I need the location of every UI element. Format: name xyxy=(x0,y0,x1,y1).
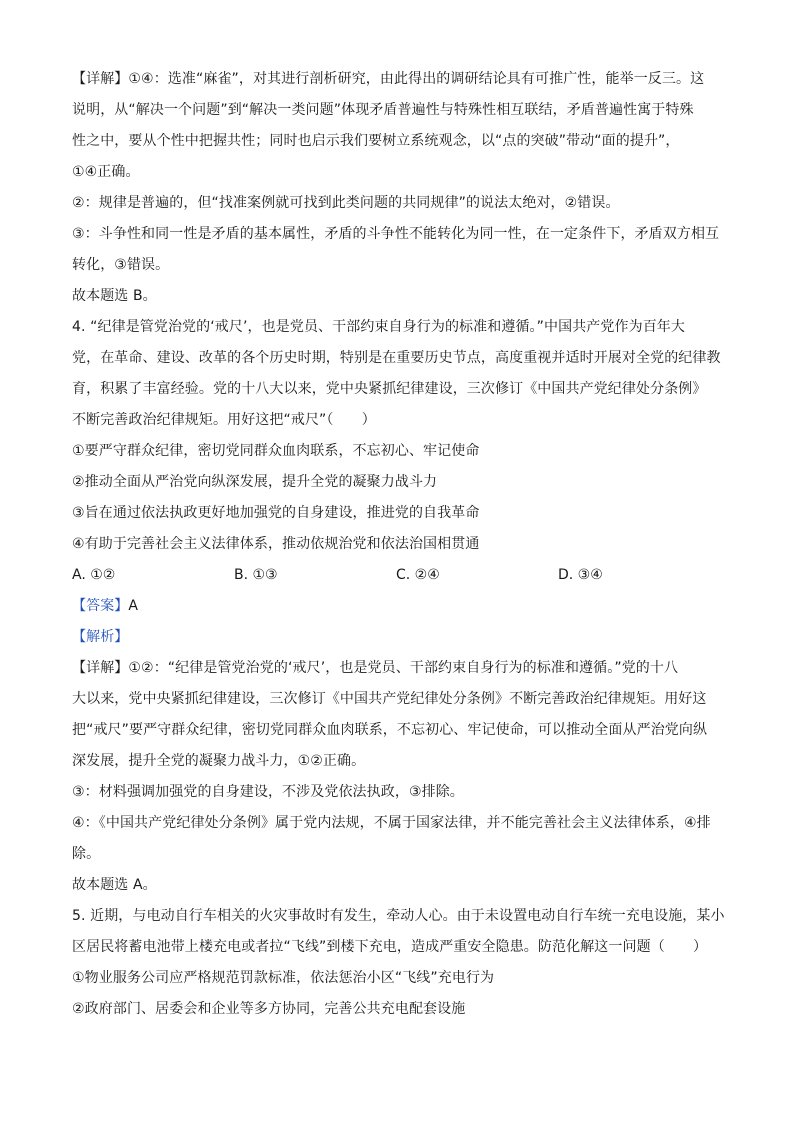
q4-detail-line-2: 大以来，党中央紧抓纪律建设，三次修订《中国共产党纪律处分条例》不断完善政治纪律规矩。用好这 xyxy=(72,691,707,707)
q4-options xyxy=(72,560,724,591)
answer-value: A xyxy=(128,598,139,614)
q3-detail-line-1: 【详解】①④：选准“麻雀”，对其进行剖析研究，由此得出的调研结论具有可推广性，能举一反三。这 xyxy=(72,71,705,87)
q4-detail-line-3: 把“戒尺”要严守群众纪律，密切党同群众血肉联系，不忘初心、牢记使命，可以推动全面从严治党向纵 xyxy=(72,722,708,738)
q4-option-a: A. ①② xyxy=(72,567,116,583)
q4-detail-line-5: ③：材料强调加强党的自身建设，不涉及党依法执政，③排除。 xyxy=(72,784,464,800)
q3-detail-line-2: 说明，从“解决一个问题”到“解决一类问题”体现矛盾普遍性与特殊性相互联结，矛盾普遍性寓于特殊 xyxy=(72,102,694,118)
q4-detail-line-7: 除。 xyxy=(72,846,101,862)
q4-conclusion: 故本题选 A。 xyxy=(72,877,157,893)
q3-conclusion: 故本题选 B。 xyxy=(72,288,157,304)
q4-option-d: D. ③④ xyxy=(558,567,603,583)
q5-stem-line-1: 5. 近期，与电动自行车相关的火灾事故时有发生，牵动人心。由于未设置电动自行车统一充电设施，某小 xyxy=(72,908,725,924)
q4-stem-line-3: 育，积累了丰富经验。党的十八大以来，党中央紧抓纪律建设，三次修订《中国共产党纪律处分条例》 xyxy=(72,381,707,397)
q5-item-2: ②政府部门、居委会和企业等多方协同，完善公共充电配套设施 xyxy=(72,1001,466,1017)
q5-item-1: ①物业服务公司应严格规范罚款标准，依法惩治小区“飞线”充电行为 xyxy=(72,970,495,986)
q4-item-4: ④有助于完善社会主义法律体系，推动依规治党和依法治国相贯通 xyxy=(72,536,480,552)
q4-item-3: ③旨在通过依法执政更好地加强党的自身建设，推进党的自我革命 xyxy=(72,505,480,521)
q3-detail-line-5: ②：规律是普遍的，但“找准案例就可找到此类问题的共同规律”的说法太绝对，②错误。 xyxy=(72,195,620,211)
q4-stem-line-2: 党，在革命、建设、改革的各个历史时期，特别是在重要历史节点，高度重视并适时开展对全党的纪律教 xyxy=(72,350,721,366)
q4-option-b: B. ①③ xyxy=(234,567,278,583)
q4-answer xyxy=(72,591,724,622)
q3-detail-line-7: 转化，③错误。 xyxy=(72,257,170,273)
q4-stem-line-1: 4. “纪律是管党治党的‘戒尺’，也是党员、干部约束自身行为的标准和遵循。”中国共产党作为百年大 xyxy=(72,319,686,335)
q3-detail-line-4: ①④正确。 xyxy=(72,164,140,180)
q4-analysis-label: 【解析】 xyxy=(72,629,129,645)
q4-detail-line-1: 【详解】①②：“纪律是管党治党的‘戒尺’，也是党员、干部约束自身行为的标准和遵循。”党的十八 xyxy=(72,660,679,676)
q4-detail-line-6: ④：《中国共产党纪律处分条例》属于党内法规，不属于国家法律，并不能完善社会主义法律体系，④排 xyxy=(72,815,711,831)
q3-detail-line-3: 性之中，要从个性中把握共性；同时也启示我们要树立系统观念，以“点的突破”带动“面的提升”， xyxy=(72,133,680,149)
q4-item-1: ①要严守群众纪律，密切党同群众血肉联系，不忘初心、牢记使命 xyxy=(72,443,480,459)
q4-option-c: C. ②④ xyxy=(396,567,440,583)
q4-stem-line-4: 不断完善政治纪律规矩。用好这把“戒尺”（ ） xyxy=(72,412,376,428)
answer-label: 【答案】 xyxy=(72,598,129,614)
q3-detail-line-6: ③：斗争性和同一性是矛盾的基本属性，矛盾的斗争性不能转化为同一性，在一定条件下，矛盾双方相互 xyxy=(72,226,720,242)
page-content xyxy=(72,64,724,1025)
q4-detail-line-4: 深发展，提升全党的凝聚力战斗力，①②正确。 xyxy=(72,753,366,769)
q5-stem-line-2: 区居民将蓄电池带上楼充电或者拉“飞线”到楼下充电，造成严重安全隐患。防范化解这一问题（ ） xyxy=(72,939,708,955)
q4-item-2: ②推动全面从严治党向纵深发展，提升全党的凝聚力战斗力 xyxy=(72,474,438,490)
